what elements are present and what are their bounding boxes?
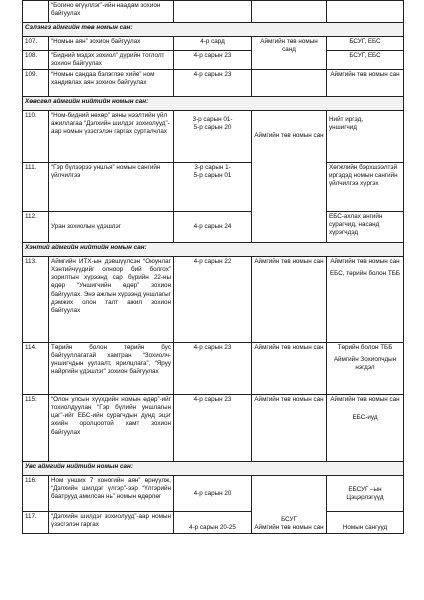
table-row	[23, 111, 404, 163]
partner-line: Аймгийн Зохиолчдын нэгдэл	[333, 356, 397, 372]
event-time: 4-р сарын 23	[174, 70, 252, 97]
event-time: 4-р сарын 23	[174, 51, 252, 70]
event-time: 4-р сарын 20	[174, 476, 252, 512]
table-row	[23, 212, 404, 243]
event-time	[174, 111, 252, 163]
section-selenge: Сэлэнгэ аймгийн төв номын сан:	[23, 23, 404, 37]
partner-line: ЕБСУГ –ын	[348, 485, 382, 493]
organizer-text: Аймгийн төв номын сан	[254, 132, 324, 140]
event-partner: Аймгийн төв номын сан	[327, 70, 404, 97]
table-row	[23, 476, 404, 512]
section-header	[23, 97, 404, 111]
event-description: “Гэр бүлээрээ уншъя” номын сангийн үйлчилгээ	[49, 163, 174, 212]
partner-line: Нийт иргэд,	[329, 116, 364, 124]
event-time: 4-р сарын 20-25	[174, 512, 252, 534]
table-row	[23, 512, 404, 534]
partner-line: уншигчид	[329, 124, 357, 132]
event-time: 4-р сарын 23	[174, 343, 252, 395]
event-organizer	[252, 70, 327, 97]
table-row	[23, 51, 404, 70]
organizer-line: Аймгийн төв номын сан	[254, 524, 324, 532]
event-partner	[327, 111, 404, 163]
event-organizer	[252, 111, 327, 243]
event-description: Аймгийн ИТХ-ын дэвшүүлсэн “Оюунлаг Хэнтийчүүдийг олноор бий болгох” зорилтын хүрээнд сар бүрийн 22-ны өдөр “Уншигчийн өдөр” зохион байгуулах. Энэ ажлын хүрээнд уншлагыг дэмжих олон талт ажил зохион байгуулах	[49, 257, 174, 343]
event-description: Уран зохиолын үдэшлэг	[49, 212, 174, 243]
partner-line: ЕБС, төрийн болон ТББ	[329, 270, 400, 278]
event-description: “Ном-бидний нөхөр” аяны нээлтийн үйл ажиллагаа “Дэлхийн шилдэг зохиолууд”-аар номын үзэсгэлэн гаргах сурталчлах	[49, 111, 174, 163]
section-khentii: Хэнтий аймгийн нийтийн номын сан:	[23, 243, 404, 257]
row-number: 115.	[23, 395, 49, 462]
event-organizer	[252, 1, 327, 23]
event-time	[174, 163, 252, 212]
row-number: 108.	[23, 51, 49, 70]
event-partner: ЕБС-ахлах ангийн сурагчид, насанд хүрэгчдэд	[327, 212, 404, 243]
partner-line: Цэцэрлэгүүд	[346, 493, 384, 501]
event-time: 4-р сарын 22	[174, 257, 252, 343]
event-description: “Богино өгүүллэг”-ийн наадам зохион байгуулах	[49, 1, 174, 23]
event-description: “Номын сандаа бэлэглэе хийе” ном хандивлах аян зохион байгуулах	[49, 70, 174, 97]
event-partner: БСУГ, ЕБС	[327, 51, 404, 70]
event-description: “Номын аян” зохион байгуулах	[49, 37, 174, 51]
table-row	[23, 343, 404, 395]
row-number: 107.	[23, 37, 49, 51]
partner-line: ЕБС-иуд	[352, 414, 378, 422]
row-number	[23, 1, 49, 23]
row-number: 109.	[23, 70, 49, 97]
organizer-line: БСУГ	[281, 516, 297, 523]
table-row	[23, 163, 404, 212]
table-row	[23, 37, 404, 51]
event-time: 4-р сарын 23	[174, 395, 252, 462]
section-header	[23, 23, 404, 37]
event-time: 4-р сарын 24	[174, 212, 252, 243]
event-partner	[327, 343, 404, 395]
row-number: 116.	[23, 476, 49, 512]
event-description: “Бидний мэдэх зохиол” дүрийн тоглолт зохион байгуулах	[49, 51, 174, 70]
row-number: 111.	[23, 163, 49, 212]
event-organizer: Аймгийн төв номын сан	[252, 257, 327, 343]
event-description: “Дэлхийн шилдэг зохиолууд”-аар номын үзэсгэлэн гаргах	[49, 512, 174, 534]
event-organizer: Аймгийн төв номын санд	[252, 37, 327, 70]
event-partner	[327, 476, 404, 512]
row-number: 117.	[23, 512, 49, 534]
event-organizer	[252, 476, 327, 534]
event-organizer: Аймгийн төв номын сан	[252, 395, 327, 462]
event-description: “Олон улсын хүүхдийн номын өдөр”-ийг тохиолдуулан “Гэр бүлийн уншлагын цаг”-ийг ЕБС-ийн сурагчдын дунд эцэг эхийн оролцоотой хамт зохион байгуулах	[49, 395, 174, 462]
events-table	[22, 0, 404, 534]
time-line: 5-р сарын 01	[193, 172, 232, 180]
event-description: Ном уншиx 7 хоногийн аян” өрнүүлж, “Дэлхийн шилдэг үлгэр”-ээр “Үлгэрийн баатрууд амилсан нь” номын өдөрлөг	[49, 476, 174, 512]
section-khuvsgul: Хөвсгөл аймгийн нийтийн номын сан:	[23, 97, 404, 111]
event-partner	[327, 1, 404, 23]
event-partner	[327, 395, 404, 462]
event-partner: Хөгжлийн бэрхшээлтэй иргэдэд номын сангийн үйлчилгээ хүргэх	[327, 163, 404, 212]
row-number: 114.	[23, 343, 49, 395]
table-row	[23, 1, 404, 23]
event-partner	[327, 257, 404, 343]
event-partner: Номын сангууд	[327, 512, 404, 534]
table-row	[23, 395, 404, 462]
table-row	[23, 70, 404, 97]
section-header	[23, 243, 404, 257]
partner-line: Аймгийн төв номын сан	[330, 258, 400, 266]
section-uvs: Увс аймгийн нийтийн номын сан:	[23, 462, 404, 476]
partner-line: Аймгийн төв номын сан	[330, 396, 400, 404]
row-number: 110.	[23, 111, 49, 163]
event-organizer: Аймгийн төв номын сан	[252, 343, 327, 395]
row-number: 113.	[23, 257, 49, 343]
time-line: 5-р сарын 20	[193, 124, 232, 132]
partner-line: Төрийн болон ТББ	[337, 344, 393, 352]
event-time: 4-р сард	[174, 37, 252, 51]
event-partner: БСУГ, ЕБС	[327, 37, 404, 51]
table-row	[23, 257, 404, 343]
time-line: 3-р сарын 01-	[192, 116, 233, 124]
row-number: 112.	[23, 212, 49, 243]
section-header	[23, 462, 404, 476]
time-line: 3-р сарын 1-	[194, 164, 231, 172]
event-description: Төрийн болон төрийн бус байгууллагатай хамтран “Зохиолч-уншигчдын уулзалт, ярилцлага”, “Яруу найргийн үдэшлэг” зохион байгуулах	[49, 343, 174, 395]
event-time	[174, 1, 252, 23]
